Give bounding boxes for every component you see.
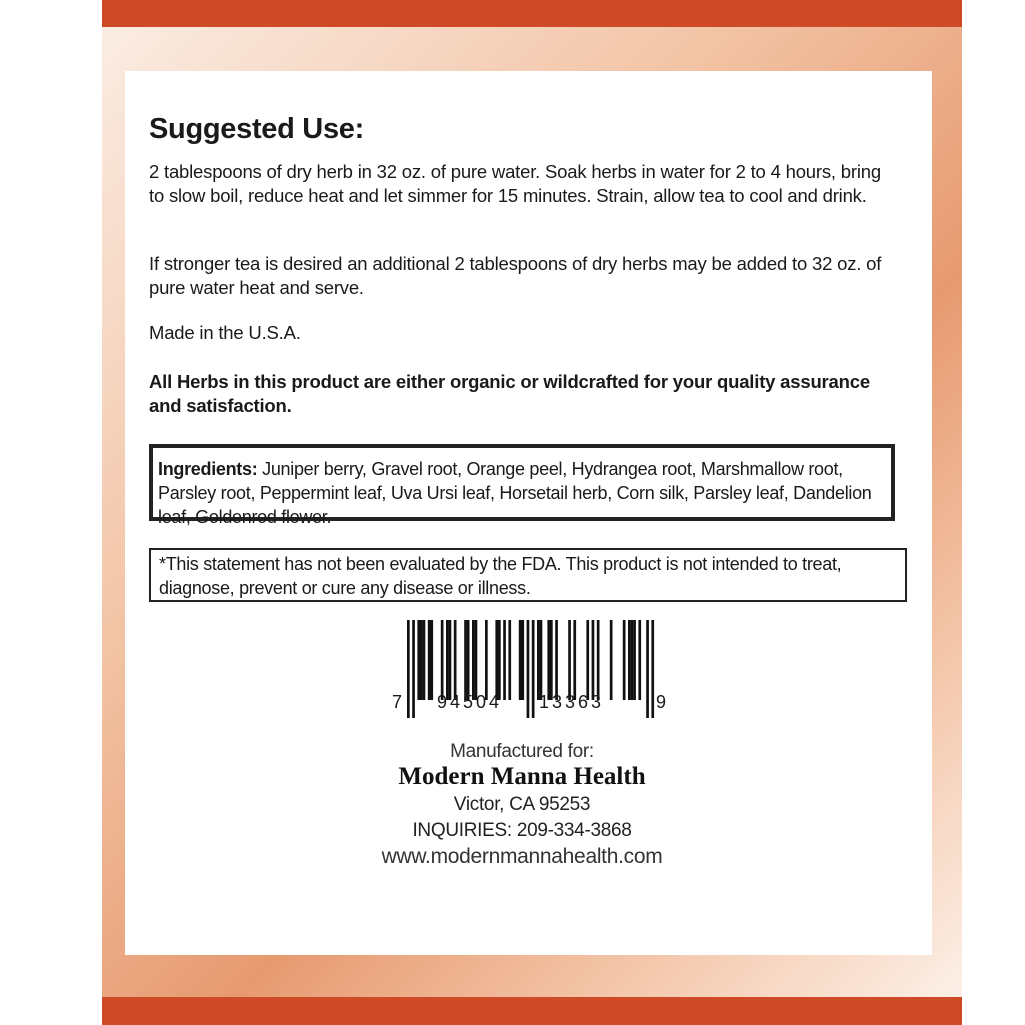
manufactured-for-label: Manufactured for:: [450, 741, 594, 762]
barcode-bar: [633, 620, 636, 700]
barcode-bar: [550, 620, 553, 700]
barcode-bar: [417, 620, 420, 700]
company-city: Victor, CA 95253: [453, 794, 591, 815]
barcode-bar: [498, 620, 501, 700]
barcode-bar: [423, 620, 426, 700]
barcode-bar: [628, 620, 631, 700]
barcode-bar: [631, 620, 634, 700]
ingredients-box: [149, 444, 895, 527]
barcode-bar: [537, 620, 540, 700]
suggested-use-heading: Suggested Use:: [149, 113, 364, 145]
barcode-bar: [503, 620, 506, 700]
ingredients-list: Juniper berry, Gravel root, Orange peel, Hydrangea root, Marshmallow root, Parsley root, Peppermint leaf, Uva Ursi leaf, Horsetail herb, Corn silk, Parsley leaf, Dandelion leaf, Goldenrod flower.: [158, 459, 872, 527]
barcode-bar: [597, 620, 600, 700]
barcode-bar: [532, 620, 535, 718]
barcode-bar: [472, 620, 475, 700]
herbs-quality-note: All Herbs in this product are either organic or wildcrafted for your quality assurance and satisfaction.: [149, 371, 870, 416]
barcode-bar: [646, 620, 649, 718]
barcode-bar: [449, 620, 452, 700]
company-website: www.modernmannahealth.com: [381, 845, 663, 868]
barcode-bar: [464, 620, 467, 700]
barcode-right-digits: 13363: [539, 692, 605, 712]
barcode-check-digit: 9: [656, 692, 670, 712]
barcode-bar: [519, 620, 522, 700]
top-accent-band: [102, 0, 962, 27]
barcode-bar: [441, 620, 444, 700]
barcode-bar: [420, 620, 423, 700]
barcode-bar: [430, 620, 433, 700]
barcode: [362, 612, 692, 727]
barcode-bar: [407, 620, 410, 718]
bottom-accent-band: [102, 997, 962, 1025]
barcode-bar: [638, 620, 641, 700]
barcode-bar: [485, 620, 488, 700]
directions-paragraph: 2 tablespoons of dry herb in 32 oz. of pure water. Soak herbs in water for 2 to 4 hours, bring to slow boil, reduce heat and let simmer for 15 minutes. Strain, allow tea to cool and drink.: [149, 161, 881, 206]
company-name: Modern Manna Health: [398, 763, 646, 790]
barcode-bar: [610, 620, 613, 700]
barcode-bar: [508, 620, 511, 700]
barcode-bar: [446, 620, 449, 700]
barcode-bar: [521, 620, 524, 700]
barcode-bar: [454, 620, 457, 700]
barcode-bar: [540, 620, 543, 700]
barcode-bars: [362, 612, 692, 727]
barcode-bar: [568, 620, 571, 700]
fda-disclaimer-box: *This statement has not been evaluated by the FDA. This product is not intended to treat, diagnose, prevent or cure any disease or illness.: [149, 548, 907, 602]
barcode-bar: [467, 620, 470, 700]
barcode-bar: [651, 620, 654, 718]
inquiries-phone: INQUIRIES: 209-334-3868: [412, 820, 632, 841]
barcode-bar: [495, 620, 498, 700]
barcode-bar: [547, 620, 550, 700]
barcode-bar: [573, 620, 576, 700]
barcode-bar: [428, 620, 431, 700]
barcode-bar: [527, 620, 530, 718]
barcode-left-digits: 94504: [437, 692, 503, 712]
barcode-bar: [555, 620, 558, 700]
stronger-tea-paragraph: If stronger tea is desired an additional 2 tablespoons of dry herbs may be added to 32 oz. of pure water heat and serve.: [149, 253, 882, 298]
barcode-bar: [586, 620, 589, 700]
barcode-bar: [592, 620, 595, 700]
barcode-first-digit: 7: [392, 692, 406, 712]
barcode-bar: [412, 620, 415, 718]
barcode-bar: [475, 620, 478, 700]
made-in-text: Made in the U.S.A.: [149, 322, 301, 343]
barcode-bar: [623, 620, 626, 700]
ingredients-label: Ingredients:: [158, 459, 258, 479]
